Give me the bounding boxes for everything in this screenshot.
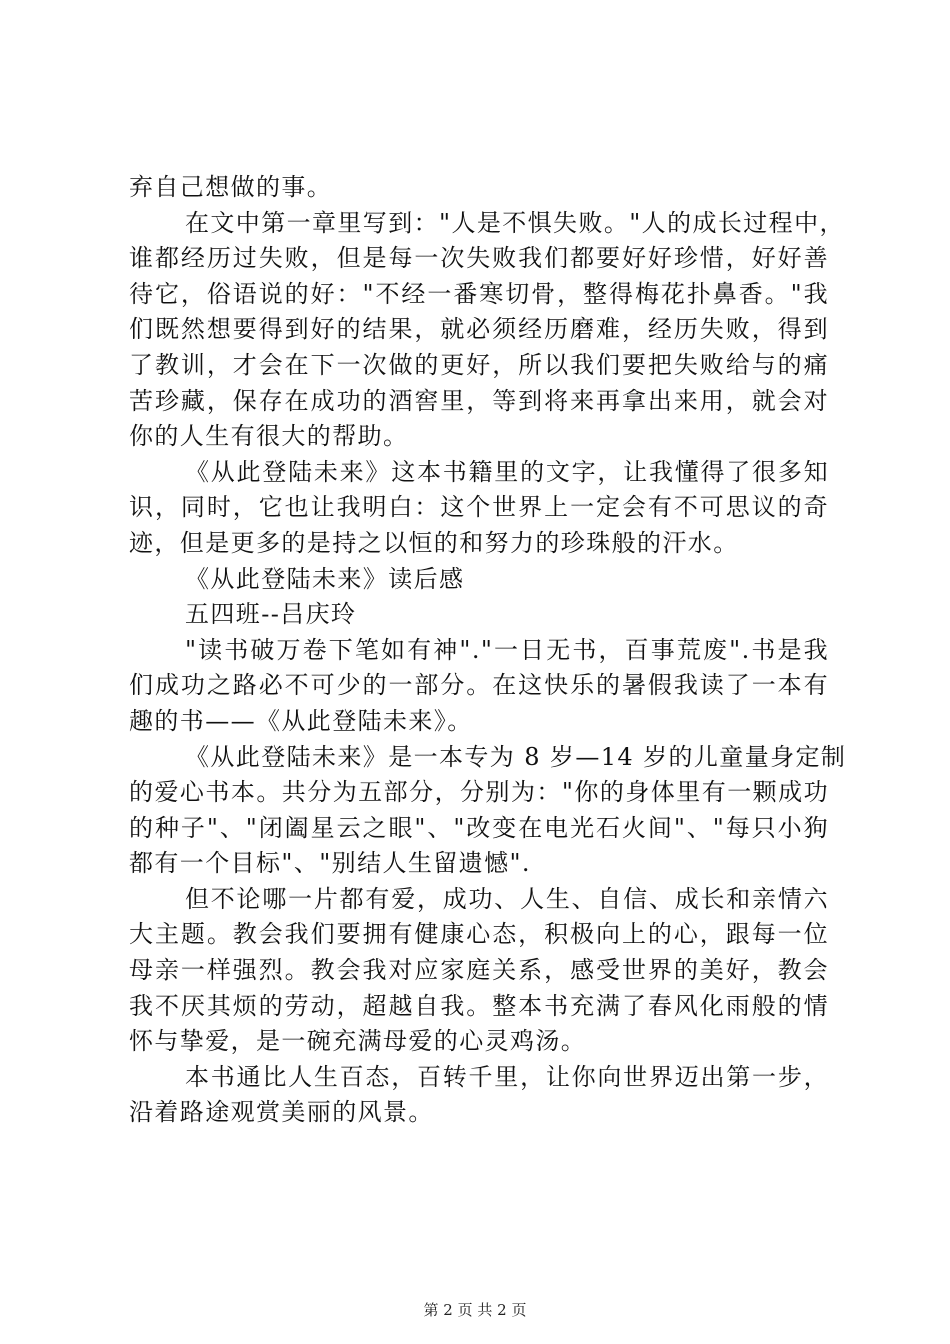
text-line: 我不厌其烦的劳动，超越自我。整本书充满了春风化雨般的情 [129,991,829,1020]
text-line: 们既然想要得到好的结果，就必须经历磨难，经历失败，得到 [129,315,829,344]
text-line: 苦珍藏，保存在成功的酒窖里，等到将来再拿出来用，就会对 [129,386,829,415]
text-line: 沿着路途观赏美丽的风景。 [129,1098,434,1127]
text-line: 迹，但是更多的是持之以恒的和努力的珍珠般的汗水。 [129,528,739,557]
text-line: 们成功之路必不可少的一部分。在这快乐的暑假我读了一本有 [129,671,829,700]
text-line: 但不论哪一片都有爱，成功、人生、自信、成长和亲情六 [185,884,829,913]
document-body [129,170,847,1131]
text-line: 大主题。教会我们要拥有健康心态，积极向上的心，跟每一位 [129,920,829,949]
text-line: 在文中第一章里写到："人是不惧失败。"人的成长过程中， [185,208,845,237]
text-line: 了教训，才会在下一次做的更好，所以我们要把失败给与的痛 [129,350,829,379]
essay-title: 《从此登陆未来》读后感 [185,564,465,593]
text-line: 谁都经历过失败，但是每一次失败我们都要好好珍惜，好好善 [129,244,829,273]
text-line: 的种子"、"闭阖星云之眼"、"改变在电光石火间"、"每只小狗 [129,813,829,842]
text-line: 母亲一样强烈。教会我对应家庭关系，感受世界的美好，教会 [129,956,829,985]
text-line: 的爱心书本。共分为五部分，分别为："你的身体里有一颗成功 [129,778,829,807]
essay-author: 五四班--吕庆玲 [185,600,357,629]
text-line: 《从此登陆未来》是一本专为 8 岁—14 岁的儿童量身定制 [185,742,847,771]
text-line: 识，同时，它也让我明白：这个世界上一定会有不可思议的奇 [129,493,829,522]
text-line: "读书破万卷下笔如有神"."一日无书，百事荒废".书是我 [185,635,829,664]
text-line: 《从此登陆未来》这本书籍里的文字，让我懂得了很多知 [185,457,829,486]
text-line: 趣的书——《从此登陆未来》。 [129,706,473,735]
page-number-label: 第 2 页 共 2 页 [423,1301,527,1319]
text-line: 都有一个目标"、"别结人生留遗憾". [129,849,531,878]
text-line: 弃自己想做的事。 [129,173,333,201]
text-line: 怀与挚爱，是一碗充满母爱的心灵鸡汤。 [129,1027,587,1056]
text-line: 你的人生有很大的帮助。 [129,422,409,451]
text-line: 本书通比人生百态，百转千里，让你向世界迈出第一步， [185,1062,829,1091]
page-footer [0,1300,950,1320]
text-line: 待它，俗语说的好："不经一番寒切骨，整得梅花扑鼻香。"我 [129,279,829,308]
